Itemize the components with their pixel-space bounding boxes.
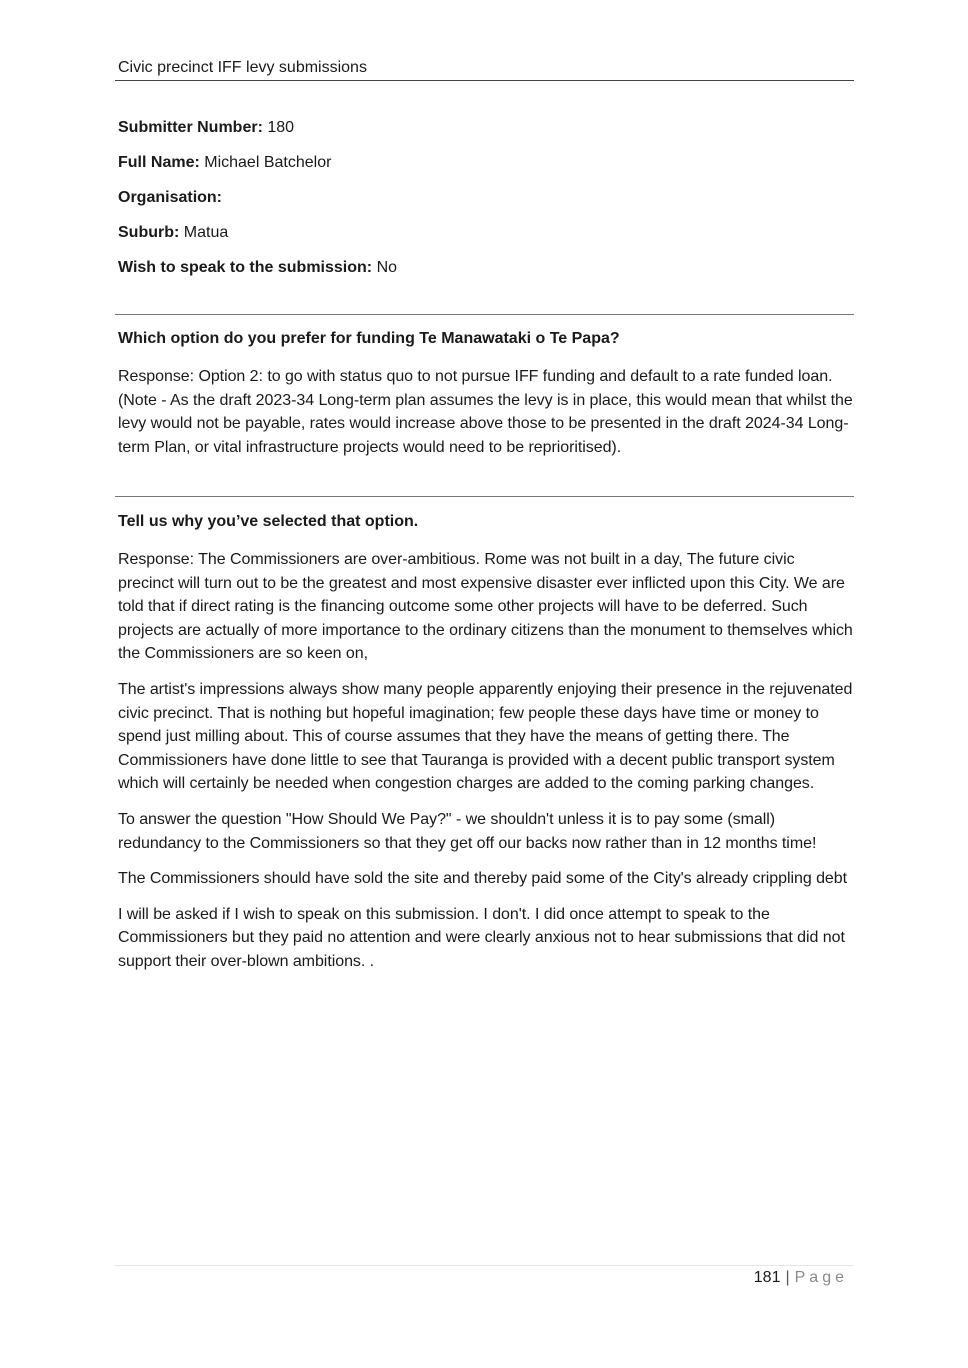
footer-separator: | — [785, 1269, 790, 1286]
question-2-section — [118, 512, 854, 986]
submitter-number-row — [118, 118, 854, 138]
full-name-value: Michael Batchelor — [204, 154, 332, 171]
full-name-row — [118, 153, 854, 173]
footer-divider — [115, 1265, 854, 1266]
question-2-response-paragraph: I will be asked if I wish to speak on this submission. I don't. I did once attempt to speak to the Commissioners but they paid no attention and were clearly anxious not to hear submissions that did not support their over-blown ambitions. . — [118, 905, 845, 970]
question-1-response: Response: Option 2: to go with status quo to not pursue IFF funding and default to a rate funded loan. (Note - As the draft 2023-34 Long-term plan assumes the levy is in place, this would mean that whilst the levy would not be payable, rates would increase above those to be presented in the draft 2024-34 Long-term Plan, or vital infrastructure projects would need to be reprioritised). — [118, 368, 853, 456]
page-number: 181 — [753, 1269, 781, 1286]
question-2-heading: Tell us why you’ve selected that option. — [118, 513, 419, 530]
suburb-row — [118, 223, 854, 243]
organisation-label: Organisation: — [118, 189, 223, 206]
question-2-response-paragraph: Response: The Commissioners are over-ambitious. Rome was not built in a day, The future civic precinct will turn out to be the greatest and most expensive disaster ever inflicted upon this City. We are told that if direct rating is the financing outcome some other projects will have to be deferred. Such projects are actually of more importance to the ordinary citizens than the monument to themselves which the Commissioners are so keen on, — [118, 551, 853, 663]
wish-to-speak-value: No — [376, 259, 398, 276]
question-2-response-paragraph: To answer the question "How Should We Pay?" - we shouldn't unless it is to pay some (small) redundancy to the Commissioners so that they get off our backs now rather than in 12 months time! — [118, 810, 817, 852]
organisation-row — [118, 188, 854, 208]
wish-to-speak-label: Wish to speak to the submission: — [118, 259, 373, 276]
submitter-number-value: 180 — [267, 119, 295, 136]
section-divider-2 — [115, 496, 854, 497]
page-footer — [754, 1268, 848, 1288]
page-word: Page — [794, 1269, 848, 1286]
submitter-details — [118, 118, 854, 293]
question-2-response-paragraph: The artist's impressions always show many people apparently enjoying their presence in the rejuvenated civic precinct. That is nothing but hopeful imagination; few people these days have time or money to spend just milling about. This of course assumes that they have the means of getting there. The Commissioners have done little to see that Tauranga is provided with a decent public transport system which will certainly be needed when congestion charges are added to the coming parking changes. — [118, 680, 853, 793]
question-2-response-paragraph: The Commissioners should have sold the site and thereby paid some of the City's already crippling debt — [118, 870, 848, 888]
full-name-label: Full Name: — [118, 154, 200, 171]
question-1-section — [118, 329, 854, 471]
suburb-label: Suburb: — [118, 224, 180, 241]
suburb-value: Matua — [183, 224, 229, 241]
page-header-title: Civic precinct IFF levy submissions — [118, 59, 367, 76]
question-1-heading: Which option do you prefer for funding Te Manawataki o Te Papa? — [118, 330, 620, 347]
section-divider-1 — [115, 314, 854, 315]
wish-to-speak-row — [118, 258, 854, 278]
header-divider — [115, 80, 854, 81]
submitter-number-label: Submitter Number: — [118, 119, 263, 136]
